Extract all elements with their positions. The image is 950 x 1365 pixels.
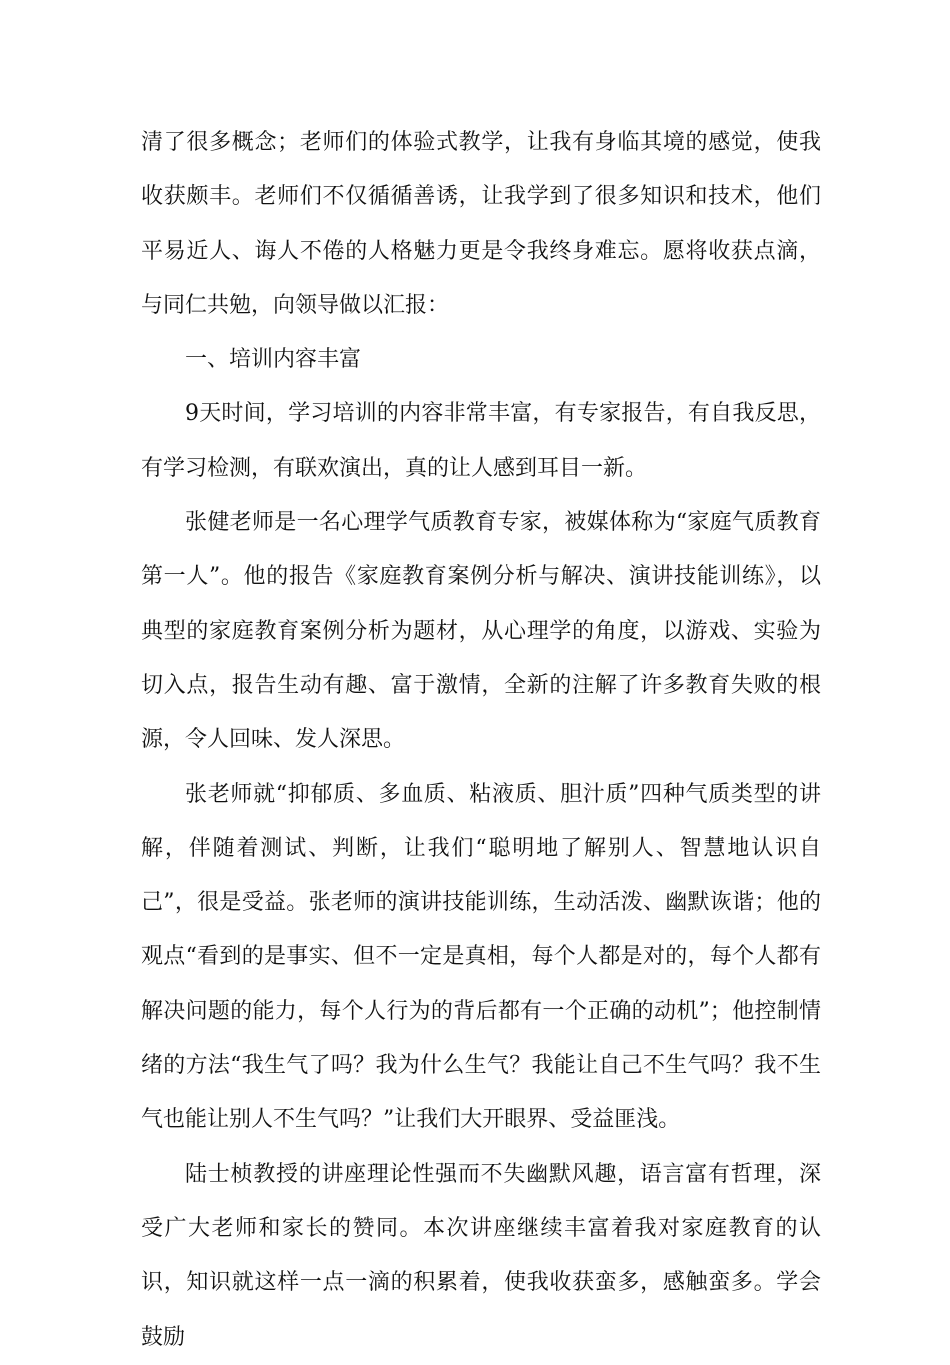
paragraph-continuation: 清了很多概念；老师们的体验式教学，让我有身临其境的感觉，使我收获颇丰。老师们不仅循循善诱，让我学到了很多知识和技术，他们平易近人、诲人不倦的人格魅力更是令我终身难忘。愿将收获点滴，与同仁共勉，向领导做以汇报： [141,130,821,318]
paragraph: 陆士桢教授的讲座理论性强而不失幽默风趣，语言富有哲理，深受广大老师和家长的赞同。本次讲座继续丰富着我对家庭教育的认识，知识就这样一点一滴的积累着，使我收获蛮多，感触蛮多。学会鼓励 [141,1161,821,1350]
section-heading: 一、培训内容丰富 [185,347,362,373]
paragraph: 张老师就“抑郁质、多血质、粘液质、胆汁质”四种气质类型的讲解，伴随着测试、判断，让我们“聪明地了解别人、智慧地认识自己”，很是受益。张老师的演讲技能训练，生动活泼、幽默诙谐；他的观点“看到的是事实、但不一定是真相，每个人都是对的，每个人都有解决问题的能力，每个人行为的背后都有一个正确的动机”；他控制情绪的方法“我生气了吗？我为什么生气？我能让自己不生气吗？我不生气也能让别人不生气吗？”让我们大开眼界、受益匪浅。 [141,781,821,1133]
paragraph: 9天时间，学习培训的内容非常丰富，有专家报告，有自我反思，有学习检测，有联欢演出，真的让人感到耳目一新。 [141,401,821,481]
document-body [141,116,821,1365]
paragraph: 张健老师是一名心理学气质教育专家，被媒体称为“家庭气质教育第一人”。他的报告《家庭教育案例分析与解决、演讲技能训练》，以典型的家庭教育案例分析为题材，从心理学的角度，以游戏、实验为切入点，报告生动有趣、富于激情，全新的注解了许多教育失败的根源，令人回味、发人深思。 [141,510,821,753]
